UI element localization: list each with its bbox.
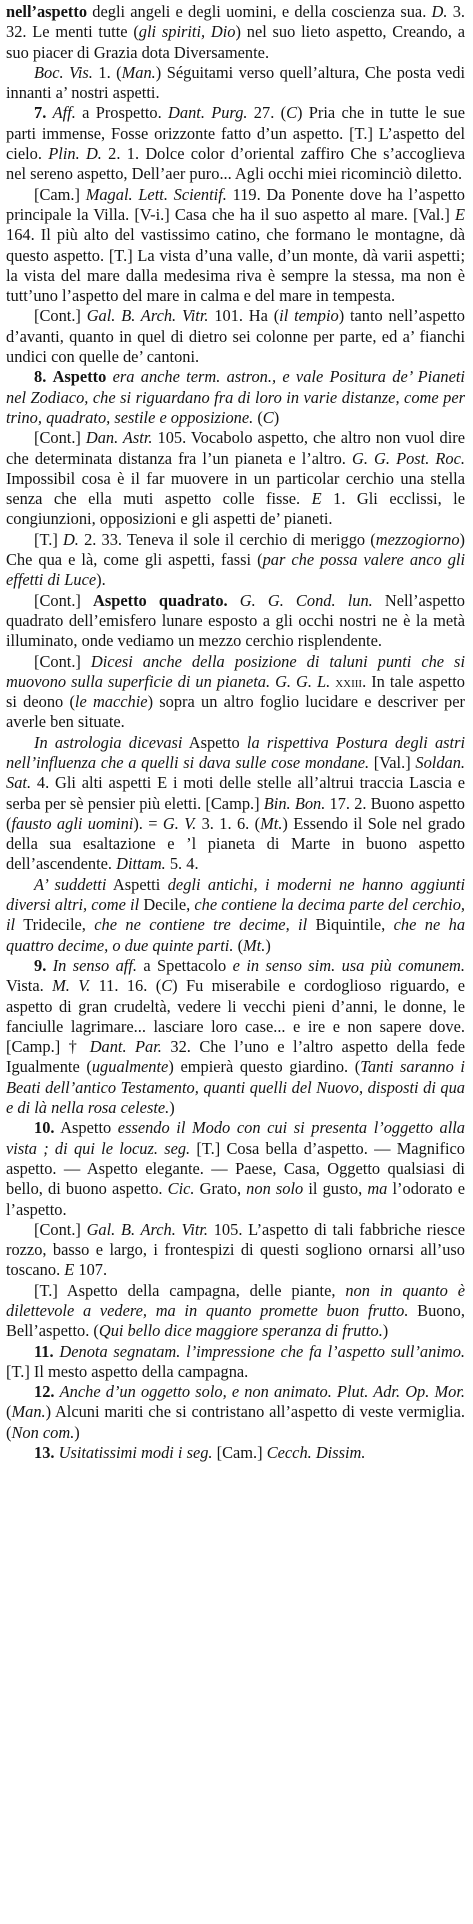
text-run bbox=[228, 591, 240, 610]
text-run: Gal. B. Arch. Vitr. bbox=[86, 1219, 209, 1239]
entry-paragraph bbox=[6, 733, 465, 875]
text-run: Boc. Vis. bbox=[34, 62, 93, 82]
text-run: ) bbox=[273, 407, 280, 427]
text-run: mezzogiorno bbox=[375, 529, 460, 549]
text-run: [Cont.] bbox=[34, 590, 94, 610]
text-run: E bbox=[311, 489, 322, 509]
text-run: 2. 1. Dolce color d’oriental zaffiro Che s’accoglieva nel sereno aspetto, Dell’aer puro... Agli occhi miei ricominciò diletto. bbox=[6, 144, 465, 184]
text-run: Tanti saranno i Beati dell’antico Testamento, quanti quelli del Nuovo, disposti di qua e di là nella rosa celeste. bbox=[6, 1057, 465, 1118]
text-run: G. G. Cond. lun. bbox=[239, 590, 373, 610]
text-run: non in quanto è dilettevole a vedere, ma in quanto promette buon frutto. bbox=[6, 1280, 465, 1320]
text-run: ) Fu miserabile e cordoglioso riguardo, e aspetto di gran crudeltà, vedere li vecchi pieni d’anni, le donne, le fanciulle lagrimare... lasciare loro case... e ire e non sapere dove. [Camp.] † bbox=[6, 976, 465, 1057]
text-run: Bin. Bon. bbox=[263, 793, 326, 813]
text-run: Dittam. bbox=[116, 854, 166, 874]
entry-paragraph bbox=[6, 1342, 465, 1383]
entry-paragraph bbox=[6, 1220, 465, 1281]
entry-paragraph bbox=[6, 367, 465, 428]
text-run: essendo il Modo con cui si presenta l’oggetto alla vista ; di qui le locuz. seg. bbox=[6, 1118, 466, 1158]
text-run: ) nel suo lieto aspetto, Creando, a suo piacer di Grazia dota Diversamente. bbox=[6, 22, 465, 62]
entry-paragraph bbox=[6, 875, 465, 956]
text-run: Gal. B. Arch. Vitr. bbox=[86, 306, 209, 326]
text-run: [Val.] bbox=[369, 752, 416, 772]
text-run: nell’aspetto bbox=[6, 2, 88, 21]
text-run: Dan. Astr. bbox=[85, 428, 153, 448]
text-run: 17. 2. Buono aspetto ( bbox=[6, 793, 465, 833]
text-run: 7. bbox=[34, 103, 47, 123]
text-run: ) Séguitami verso quell’altura, Che posta vedi innanti a’ nostri aspetti. bbox=[6, 62, 466, 103]
text-run: 105. Vocabolo aspetto, che altro non vuol dire che determinata distanza fra l’un pianeta e l’altro. bbox=[6, 428, 465, 468]
text-run: che ne contiene tre decime, il bbox=[94, 915, 308, 935]
text-run: In senso aff. bbox=[52, 955, 137, 975]
text-run: In astrologia dicevasi bbox=[34, 732, 183, 752]
text-run: ) empierà questo giardino. ( bbox=[168, 1057, 361, 1077]
text-run: degli angeli e degli uomini, e della coscienza sua. bbox=[87, 2, 432, 21]
text-run: 27. ( bbox=[247, 103, 287, 123]
text-run: 10. bbox=[34, 1118, 55, 1138]
text-run: Usitatissimi modi i seg. bbox=[58, 1443, 213, 1463]
text-run: Plin. D. bbox=[48, 144, 102, 164]
text-run: 13. bbox=[34, 1443, 55, 1463]
text-run: [T.] Aspetto della campagna, delle piante, bbox=[34, 1280, 346, 1300]
text-run: [Cont.] bbox=[34, 651, 91, 671]
text-run: il gusto, bbox=[303, 1179, 368, 1199]
text-run: C bbox=[286, 103, 297, 123]
text-run: Buono, Bell’aspetto. ( bbox=[6, 1301, 465, 1341]
text-run: Denota segnatam. l’impressione che fa l’aspetto sull’animo. bbox=[59, 1341, 465, 1361]
text-run: 11. 16. ( bbox=[90, 976, 162, 996]
text-run: 101. Ha ( bbox=[208, 306, 280, 326]
text-run: G. G. Post. Roc. bbox=[351, 448, 465, 468]
text-run: C bbox=[161, 976, 173, 996]
text-run: Aspetto quadrato. bbox=[93, 590, 228, 610]
text-run: [Cam.] bbox=[212, 1443, 267, 1463]
entry-paragraph bbox=[6, 185, 465, 307]
entry-paragraph bbox=[6, 652, 465, 733]
text-run: ) bbox=[382, 1321, 389, 1341]
text-run: Vista. bbox=[6, 976, 53, 996]
text-run: Impossibil cosa è il far muovere in un particolar cerchio una stella senza che ella muti aspetto colle fisse. bbox=[6, 468, 465, 509]
text-run: ugualmente bbox=[91, 1057, 169, 1077]
entry-paragraph bbox=[6, 2, 465, 63]
text-run: D. bbox=[431, 2, 448, 21]
text-run: il tempio bbox=[279, 306, 339, 326]
text-run: Non com. bbox=[11, 1422, 75, 1442]
text-run: 9. bbox=[34, 955, 47, 975]
text-run: 8. bbox=[34, 367, 47, 387]
text-run: ( bbox=[233, 935, 244, 955]
text-run: ( bbox=[6, 1402, 12, 1422]
text-run: 1. ( bbox=[92, 62, 122, 82]
entry-paragraph bbox=[6, 1382, 465, 1443]
text-run: 105. L’aspetto di tali fabbriche riesce rozzo, basso e largo, i frontespizi di questi sogliono ornarsi all’uso toscano. bbox=[6, 1219, 465, 1280]
text-run: 1. Gli ecclissi, le congiunzioni, opposizioni e gli aspetti de’ pianeti. bbox=[6, 489, 465, 529]
text-run: Decile, bbox=[139, 895, 195, 915]
text-run: ) Pria che in tutte le sue parti immense, Fosse orizzonte fatto d’un aspetto. [T.] L’aspetto del cielo. bbox=[6, 103, 465, 164]
text-run: ). = bbox=[133, 813, 163, 833]
text-run: 164. Il più alto del vastissimo catino, che formano le montagne, dà questo aspetto. [T.] La vista d’una valle, d’un monte, dà varii aspetti; la vista del mare dalla medesima riva è sempre la stessa, ma non è tutt’uno l’aspetto del mare in calma e del mare in tempesta. bbox=[6, 225, 465, 306]
text-run: 5. 4. bbox=[165, 854, 199, 874]
text-run: ) Che qua e là, come gli aspetti, fassi ( bbox=[6, 529, 465, 570]
text-run: A’ suddetti bbox=[34, 874, 107, 894]
text-run: ( bbox=[253, 407, 263, 427]
text-run: 4. Gli alti aspetti E i moti delle stelle all’altrui traccia Lascia e serba per sè pensier più eletti. [Camp.] bbox=[6, 773, 465, 813]
text-run: Tridecile, bbox=[15, 915, 95, 935]
entry-paragraph bbox=[6, 1443, 465, 1463]
text-run: ) Essendo il Sole nel grado della sua esaltazione e ’l pianeta di Marte in buono aspetto dell’ascendente. bbox=[6, 813, 466, 874]
text-run: ) sopra un altro foglio lucidare e descriver per averle ben situate. bbox=[6, 692, 465, 732]
text-run: xxiii. bbox=[335, 671, 367, 691]
text-run: Man. bbox=[11, 1402, 46, 1422]
text-run: era anche term. astron., e vale Positura de’ Pianeti nel Zodiaco, che si riguardano fra di loro in varie distanze, come per trino, quadrato, sestile e opposizione. bbox=[6, 367, 465, 427]
text-run: [T.] Cosa bella d’aspetto. — Magnifico aspetto. — Aspetto elegante. — Paese, Casa, Oggetto qualsiasi di bello, di buono aspetto. bbox=[6, 1138, 466, 1199]
text-run: C bbox=[262, 407, 274, 427]
text-run: Anche d’un oggetto solo, e non animato. Plut. Adr. Op. Mor. bbox=[59, 1382, 465, 1402]
text-run: G. V. bbox=[162, 813, 197, 833]
entry-paragraph bbox=[6, 956, 465, 1118]
text-run: Aspetto bbox=[182, 732, 247, 752]
text-run: In tale aspetto si deono ( bbox=[6, 671, 465, 712]
text-run: ) bbox=[265, 935, 271, 955]
text-run: [T.] Il mesto aspetto della campagna. bbox=[6, 1361, 249, 1381]
text-run: l’odorato e l’aspetto. bbox=[6, 1179, 465, 1219]
text-run: Aspetto bbox=[54, 1118, 118, 1138]
text-run: 119. Da Ponente dove ha l’aspetto principale la Villa. [V-i.] Casa che ha il suo aspetto al mare. [Val.] bbox=[6, 184, 465, 224]
entry-paragraph bbox=[6, 428, 465, 529]
text-run: la rispettiva Postura degli astri nell’influenza che a quelli si dava sulle cose mondane. bbox=[6, 732, 466, 772]
text-run: [Cont.] bbox=[34, 306, 87, 326]
text-run: [T.] bbox=[34, 529, 63, 549]
text-run: E bbox=[64, 1260, 75, 1280]
text-run: 3. 1. 6. ( bbox=[196, 813, 261, 833]
text-run: Nell’aspetto quadrato dell’emisfero lunare esposto a gli occhi nostri ne è la metà illuminato, onde vediamo un mezzo cerchio risplendente. bbox=[6, 590, 465, 651]
text-run: le macchie bbox=[74, 692, 148, 712]
text-run: ). bbox=[96, 570, 106, 590]
text-run: Cic. bbox=[167, 1179, 195, 1199]
text-run: Dant. Par. bbox=[89, 1037, 162, 1057]
entry-paragraph bbox=[6, 1118, 465, 1219]
text-run: a Spettacolo bbox=[136, 955, 233, 975]
text-run: 12. bbox=[34, 1382, 55, 1402]
text-run: gli spiriti, Dio bbox=[138, 22, 236, 42]
text-run: E bbox=[454, 204, 465, 224]
text-run: par che possa valere anco gli effetti di Luce bbox=[6, 550, 465, 590]
text-run: degli antichi, i moderni ne hanno aggiunti diversi altri, come il bbox=[6, 874, 466, 915]
text-run: ) Alcuni mariti che si contristano all’aspetto di veste vermiglia. ( bbox=[6, 1402, 465, 1442]
text-run: ) tanto nell’aspetto d’avanti, quanto in quel di dietro sei colonne per parte, ed a’ fianchi undici con quelle de’ cantoni. bbox=[6, 306, 465, 367]
text-run: 3. 32. Le menti tutte ( bbox=[6, 2, 465, 42]
text-run: [Cam.] bbox=[34, 184, 86, 204]
text-run: Grato, bbox=[194, 1179, 247, 1199]
text-run: Aspetto bbox=[52, 367, 107, 387]
text-run: D. bbox=[62, 529, 79, 549]
text-run: Qui bello dice maggiore speranza di frutto. bbox=[98, 1321, 383, 1341]
text-run: ) bbox=[169, 1098, 175, 1118]
entry-paragraph bbox=[6, 1281, 465, 1342]
entry-paragraph bbox=[6, 103, 465, 184]
text-run: che contiene la decima parte del cerchio, il bbox=[6, 895, 465, 935]
text-run: non solo bbox=[246, 1179, 304, 1199]
text-run: M. V. bbox=[52, 976, 91, 996]
text-run: Cecch. Dissim. bbox=[266, 1443, 366, 1463]
text-run: Biquintile, bbox=[307, 915, 394, 935]
text-run: Man. bbox=[121, 62, 156, 82]
text-run: ) bbox=[74, 1422, 80, 1442]
text-run: che ne ha quattro decime, o due quinte parti. bbox=[6, 915, 466, 955]
text-run: Soldan. Sat. bbox=[6, 752, 466, 793]
text-run: [Cont.] bbox=[34, 1219, 87, 1239]
entry-paragraph bbox=[6, 63, 465, 104]
entry-paragraph bbox=[6, 591, 465, 652]
entry-paragraph bbox=[6, 530, 465, 591]
text-run: a Prospetto. bbox=[75, 103, 169, 123]
entry-paragraph bbox=[6, 306, 465, 367]
text-run: e in senso sim. usa più comunem. bbox=[232, 955, 465, 975]
text-run: Mt. bbox=[260, 813, 283, 833]
text-run: 32. Che l’uno e l’altro aspetto della fede Igualmente ( bbox=[6, 1037, 465, 1077]
text-run: ma bbox=[367, 1179, 388, 1199]
text-run: Dicesi anche della posizione di taluni punti che si muovono sulla superficie di un pianeta. G. G. L. bbox=[6, 651, 465, 691]
text-run: 2. 33. Teneva il sole il cerchio di meriggo ( bbox=[78, 529, 376, 549]
text-run: Aff. bbox=[52, 103, 76, 123]
text-run: [Cont.] bbox=[34, 428, 86, 448]
text-run: Mt. bbox=[243, 935, 266, 955]
text-run: 107. bbox=[74, 1260, 108, 1280]
text-run: Aspetti bbox=[106, 874, 168, 894]
text-run: fausto agli uomini bbox=[11, 813, 134, 833]
text-run: 11. bbox=[34, 1341, 54, 1361]
text-run: Dant. Purg. bbox=[168, 103, 248, 123]
text-run: Magal. Lett. Scientif. bbox=[85, 184, 227, 204]
